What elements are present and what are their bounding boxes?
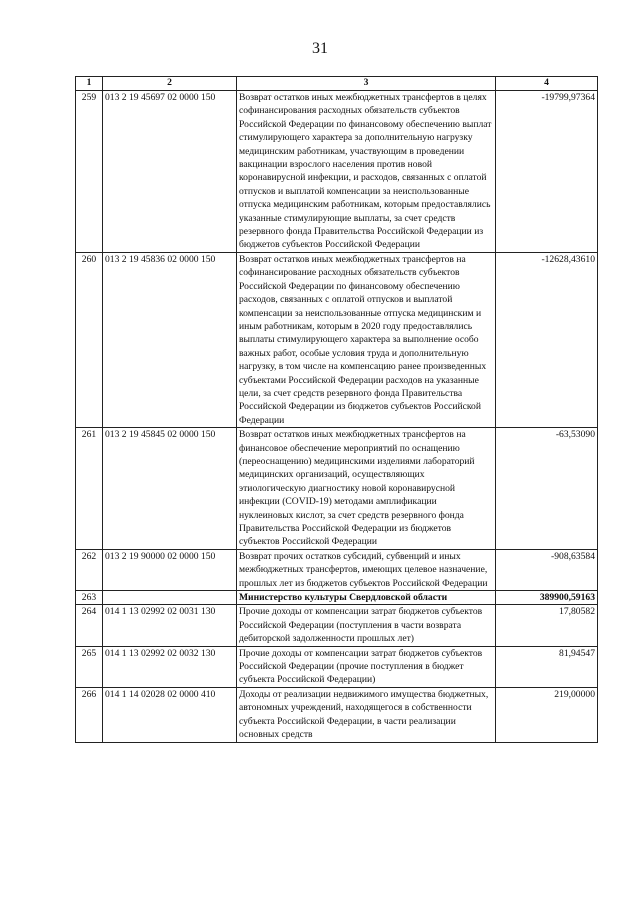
column-header-4: 4 xyxy=(496,77,598,91)
budget-classification-code: 013 2 19 45836 02 0000 150 xyxy=(103,252,237,427)
budget-classification-code: 013 2 19 45845 02 0000 150 xyxy=(103,428,237,550)
table-row xyxy=(76,646,598,687)
row-number: 266 xyxy=(76,687,103,742)
revenue-description: Прочие доходы от компенсации затрат бюджетов субъектов Российской Федерации (прочие поступления в бюджет субъекта Российской Федерации) xyxy=(237,646,496,687)
revenue-amount: -63,53090 xyxy=(496,428,598,550)
budget-classification-code: 014 1 13 02992 02 0032 130 xyxy=(103,646,237,687)
ministry-total-row xyxy=(76,591,598,605)
table-row xyxy=(76,549,598,590)
column-header-2: 2 xyxy=(103,77,237,91)
row-number: 260 xyxy=(76,252,103,427)
budget-revenue-table xyxy=(75,76,598,743)
ministry-name: Министерство культуры Свердловской области xyxy=(237,591,496,605)
row-number: 259 xyxy=(76,91,103,253)
budget-classification-code: 013 2 19 90000 02 0000 150 xyxy=(103,549,237,590)
revenue-amount: 219,00000 xyxy=(496,687,598,742)
row-number: 265 xyxy=(76,646,103,687)
revenue-amount: -908,63584 xyxy=(496,549,598,590)
budget-classification-code: 013 2 19 45697 02 0000 150 xyxy=(103,91,237,253)
revenue-description: Возврат остатков иных межбюджетных трансфертов в целях софинансирования расходных обязательств субъектов Российской Федерации по финансовому обеспечению выплат стимулирующего характера за дополнительную нагрузку медицинским работникам, участвующим в проведении вакцинации взрослого населения против новой коронавирусной инфекции, и расходов, связанных с оплатой отпусков и выплатой компенсации за неиспользованные отпуска медицинским работникам, которым предоставлялись указанные стимулирующие выплаты, за счет средств резервного фонда Правительства Российской Федерации из бюджетов субъектов Российской Федерации xyxy=(237,91,496,253)
row-number: 262 xyxy=(76,549,103,590)
revenue-description: Возврат остатков иных межбюджетных трансфертов на финансовое обеспечение мероприятий по оснащению (переоснащению) медицинскими изделиями лабораторий медицинских организаций, осуществляющих этиологическую диагностику новой коронавирусной инфекции (COVID-19) методами амплификации нуклеиновых кислот, за счет средств резервного фонда Правительства Российской Федерации из бюджетов субъектов Российской Федерации xyxy=(237,428,496,550)
revenue-description: Возврат остатков иных межбюджетных трансфертов на софинансирование расходных обязательств субъектов Российской Федерации по финансовому обеспечению расходов, связанных с оплатой отпусков и выплатой компенсации за неиспользованные отпуска медицинским и иным работникам, которым в 2020 году предоставлялись выплаты стимулирующего характера за выполнение особо важных работ, особые условия труда и дополнительную нагрузку, в том числе на компенсацию ранее произведенных субъектами Российской Федерации расходов на указанные цели, за счет средств резервного фонда Правительства Российской Федерации из бюджетов субъектов Российской Федерации xyxy=(237,252,496,427)
page-number: 31 xyxy=(312,40,328,57)
revenue-description: Доходы от реализации недвижимого имущества бюджетных, автономных учреждений, находящегося в собственности субъекта Российской Федерации, в части реализации основных средств xyxy=(237,687,496,742)
row-number: 264 xyxy=(76,605,103,646)
revenue-amount: -19799,97364 xyxy=(496,91,598,253)
revenue-amount: 81,94547 xyxy=(496,646,598,687)
row-number: 263 xyxy=(76,591,103,605)
revenue-amount: -12628,43610 xyxy=(496,252,598,427)
table-row xyxy=(76,605,598,646)
budget-classification-code: 014 1 14 02028 02 0000 410 xyxy=(103,687,237,742)
column-header-1: 1 xyxy=(76,77,103,91)
revenue-amount: 17,80582 xyxy=(496,605,598,646)
column-header-3: 3 xyxy=(237,77,496,91)
table-row xyxy=(76,91,598,253)
table-header-row xyxy=(76,77,598,91)
budget-classification-code xyxy=(103,591,237,605)
row-number: 261 xyxy=(76,428,103,550)
revenue-description: Возврат прочих остатков субсидий, субвенций и иных межбюджетных трансфертов, имеющих целевое назначение, прошлых лет из бюджетов субъектов Российской Федерации xyxy=(237,549,496,590)
table-row xyxy=(76,687,598,742)
budget-classification-code: 014 1 13 02992 02 0031 130 xyxy=(103,605,237,646)
revenue-description: Прочие доходы от компенсации затрат бюджетов субъектов Российской Федерации (поступления в части возврата дебиторской задолженности прошлых лет) xyxy=(237,605,496,646)
table-row xyxy=(76,428,598,550)
table-row xyxy=(76,252,598,427)
ministry-total-amount: 389900,59163 xyxy=(496,591,598,605)
